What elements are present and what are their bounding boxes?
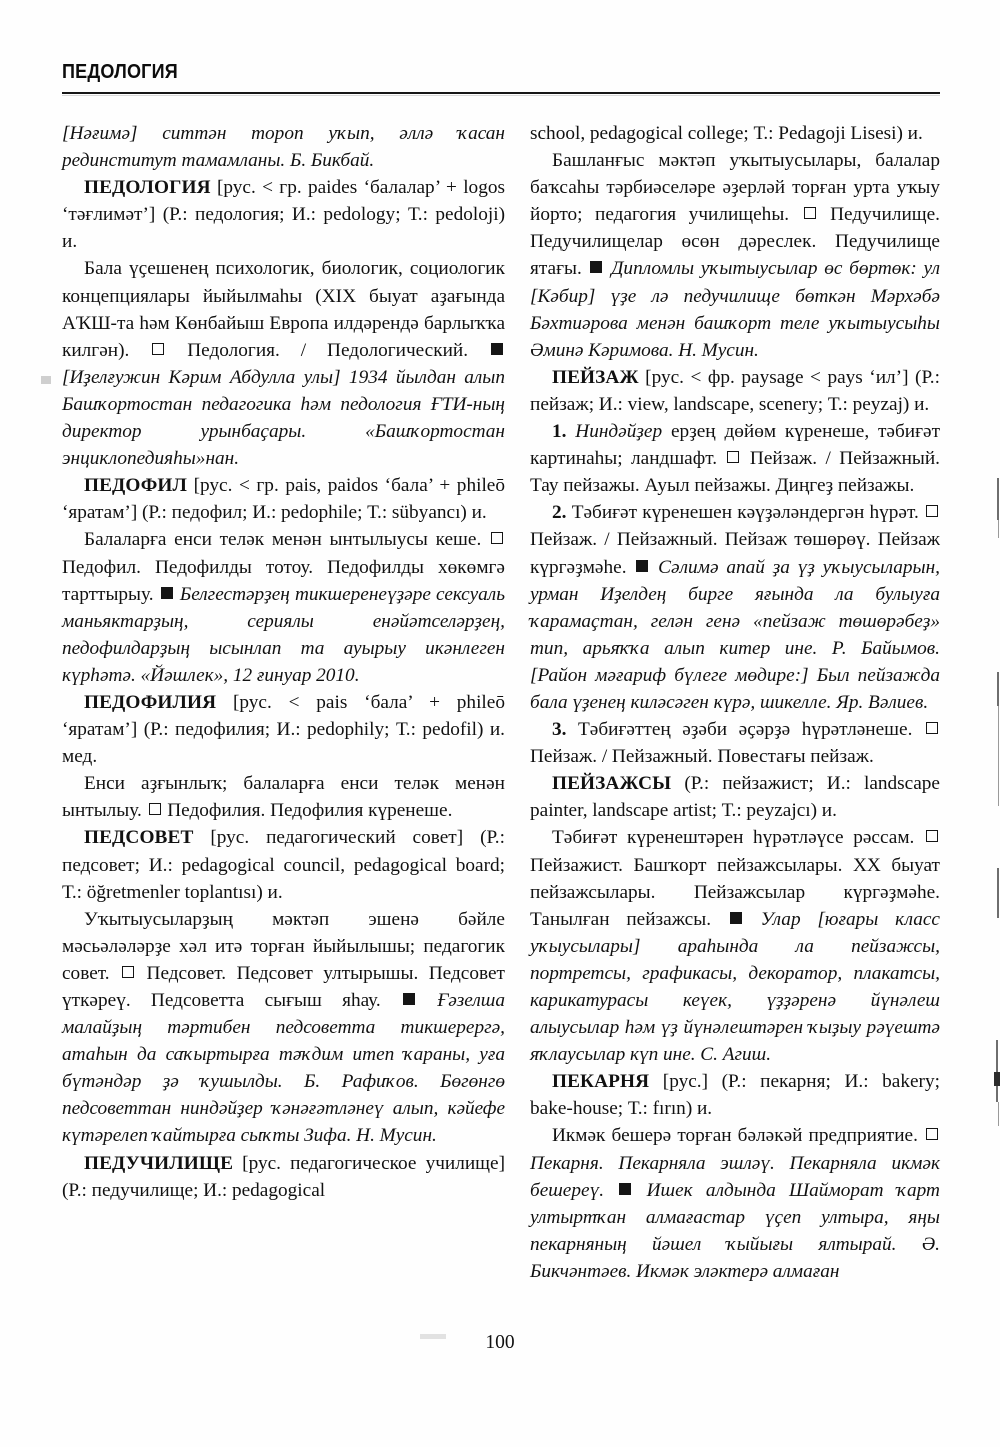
citation-peyzazhsy: Улар [юғары класс уҡыусылары] араһында ла пейзажсы, портретсы, графикасы, декоратор, плакатсы, карикатурасы кеүек, үҙҙәренә йүнәлеш алыусылар һәм үҙ йүнәлештәрен ҡыҙыу рәүештә яҡлаусылар күп ине. С. Агиш.: [530, 908, 940, 1066]
scan-edge-tick: [998, 706, 999, 806]
definition-pedofil: Балаларға енси теләк менән ынтылыусы кеше.: [84, 529, 482, 551]
headword-pedofiliya: ПЕДОФИЛИЯ: [84, 691, 217, 713]
open-square-icon: [149, 803, 161, 815]
entry-pedofiliya-head: [62, 689, 505, 770]
entry-pedologiya-quote: [62, 120, 505, 174]
entry-pedofil-body: [62, 526, 505, 689]
equivalents-pedofil: (Р.: педофил; И.: pedophile; Т.: sübyancı) и.: [142, 502, 487, 524]
sense-number-2: 2.: [552, 502, 567, 524]
entry-pedologiya-body: [62, 255, 505, 472]
open-square-icon: [122, 966, 134, 978]
headword-pedologiya: ПЕДОЛОГИЯ: [84, 177, 211, 199]
citation-pedsovet: Ғәзелша малайҙың тәртибен педсоветта тикшерергә, атаһын да саҡыртырға тәҡдим итеп ҡараны, уға бүтәндәр ҙә ҡушылды. Б. Рафиҡов. Бөгөнгө педсоветтан ниндәйҙер ҡәнәғәтләнеү алып, кәйефе күтәрелеп ҡайтырға сыҡты Зифа. Н. Мусин.: [62, 990, 505, 1147]
entry-peyzazhsy-body: [530, 824, 940, 1068]
definition-peyzazhsy: Тәбиғәт күренештәрен һүрәтләүсе рәссам.: [552, 827, 915, 849]
equivalents-peyzazhsy: (Р.: пейзажист; И.: landscape painter, landscape artist; Т.: peyzajcı) и.: [530, 773, 940, 822]
equivalents-pedologiya: (Р.: педология; И.: pedology; Т.: pedoloji) и.: [62, 204, 505, 253]
scan-edge-tick: [998, 1102, 999, 1126]
sense-2-ru-gloss: Пейзаж. / Пейзажный. Пейзаж төшөрөү. Пейзаж күргәҙмәһе.: [530, 529, 940, 578]
page-header: [62, 62, 940, 96]
text-columns: [62, 120, 940, 1305]
column-right: [530, 120, 940, 1305]
scan-speck: [41, 376, 51, 384]
header-rule-shadow: [62, 95, 940, 96]
column-left: [62, 120, 505, 1305]
etymology-pedsovet: [рус. педагогический совет]: [210, 827, 464, 849]
filled-square-icon: [403, 993, 415, 1005]
ru-gloss-pedofil: Педофил. Педофилды тотоу. Педофилды хөкөмгә тарттырыу.: [62, 556, 505, 605]
ru-gloss-pekarnya: Пекарня. Пекарняла эшләү. Пекарняла икмәк бешереү.: [530, 1152, 940, 1201]
sense-2-citation: Сәлимә апай ҙа үҙ уҡыусыларын, урман Иҙелдең бирге яғында ла булыуға ҡарамаҫтан, гелән генә «пейзаж төшөрәбеҙ» тип, арьяҡҡа алып китер ине. Р. Байымов. [Район мәғариф бүлеге мөдире:] Был пейзажда бала үҙенең киләсәген күрә, шикелле. Яр. Вәлиев.: [530, 556, 940, 713]
headword-peyzazh: ПЕЙЗАЖ: [552, 366, 639, 388]
entry-peyzazh-sense-2: [530, 499, 940, 716]
quote-text: [Нәғимә] ситтән тороп уҡып, әллә ҡасан рединститут тамамланы. Б. Бикбай.: [62, 123, 505, 172]
headword-peduchilische: ПЕДУЧИЛИЩЕ: [84, 1152, 234, 1174]
scan-edge-tick: [997, 868, 999, 918]
open-square-icon: [926, 722, 938, 734]
citation-pedologiya: [Иҙелғужин Кәрим Абдулла улы] 1934 йылдан алып Башҡортостан педагогика һәм педология ҒТИ-ның директор урынбаҫары. «Башҡортостан энциклопедияһы»нан.: [62, 366, 505, 470]
sense-1-definition-italic: Ниндәйҙер: [575, 421, 663, 443]
equivalents-pedofiliya: (Р.: педофилия; И.: pedophily; Т.: pedofil) и. мед.: [62, 719, 505, 768]
open-square-icon: [727, 451, 739, 463]
filled-square-icon: [619, 1183, 631, 1195]
headword-pekarnya: ПЕКАРНЯ: [552, 1071, 650, 1093]
entry-peduchilische-head: [62, 1150, 505, 1204]
entry-pekarnya-body: [530, 1122, 940, 1285]
sense-1-definition: ерҙең дөйөм күренеше, тәбиғәт картинаһы; ландшафт.: [530, 421, 940, 470]
ru-gloss-pedsovet: Педсовет. Педсовет ултырышы. Педсовет үткәреү. Педсоветта сығыш яһау.: [62, 962, 505, 1011]
equivalents-pedsovet: (Р.: педсовет; И.: pedagogical council, pedagogical board; Т.: öğretmenler toplantısı) и.: [62, 827, 505, 903]
scan-speck: [420, 1334, 446, 1339]
entry-peyzazh-sense-1: [530, 418, 940, 499]
entry-peyzazh-sense-3: [530, 716, 940, 770]
equivalents-peyzazh: (Р.: пейзаж; И.: view, landscape, scenery; Т.: peyzaj) и.: [530, 366, 940, 415]
scan-edge-tick: [996, 1040, 998, 1102]
definition-pedofiliya: Енси аҙғынлыҡ; балаларға енси теләк менән ынтылыу.: [62, 773, 505, 822]
page-number: 100: [485, 1332, 515, 1353]
entry-peduchilische-equivalents-cont: [530, 120, 940, 147]
sense-2-definition: Тәбиғәт күренешен кәүҙәләндергән һүрәт.: [571, 502, 919, 524]
equivalents-peduchilische-part1: (Р.: педучилище; И.: pedagogical: [62, 1179, 326, 1201]
entry-pedofil-head: [62, 472, 505, 526]
ru-gloss-peduchilische: Педучилище. Педучилищелар өсөн дәреслек. Педучилище ятағы.: [530, 204, 940, 280]
etymology-pedofiliya: [рус. < pais ‘бала’ + phileō ‘яратам’]: [62, 691, 505, 741]
filled-square-icon: [636, 560, 648, 572]
running-head: ПЕДОЛОГИЯ: [62, 60, 178, 83]
ru-gloss-pedofiliya: Педофилия. Педофилия күренеше.: [167, 800, 453, 822]
citation-pedofil: Белгестәрҙең тикшеренеүҙәре сексуаль маньяктарҙың, сериялы енәйәтселәрҙең, педофилдарҙың ысынлап та ауырыу икәнлеген күрһәтә. «Йәшлек», 12 ғинуар 2010.: [62, 583, 505, 686]
filled-square-icon: [730, 912, 742, 924]
open-square-icon: [926, 830, 938, 842]
citation-peduchilische: Дипломлы уҡытыусылар өс бөртөк: ул [Кәбир] үҙе лә педучилище бөткән Мәрхәбә Бәхтиәрова менән башҡорт теле уҡытыусыһы Әминә Кәримова. Н. Мусин.: [530, 258, 940, 361]
etymology-pedologiya: [рус. < гр. paides ‘балалар’ + logos ‘тәғлимәт’]: [62, 177, 505, 226]
open-square-icon: [926, 1128, 938, 1140]
etymology-pedofil: [рус. < гр. pais, paidos ‘бала’ + phileō ‘яратам’]: [62, 475, 505, 524]
entry-pedsovet-body: [62, 906, 505, 1150]
headword-pedsovet: ПЕДСОВЕТ: [84, 827, 194, 849]
open-square-icon: [491, 532, 503, 544]
ru-gloss-pedologiya: Педология. / Педологический.: [187, 339, 469, 361]
definition-pedologiya: Бала үҫешенең психологик, биологик, социологик концепциялары йыйылмаһы (XIX быуат аҙағында АҠШ-та һәм Көнбайыш Европа илдәрендә барлыҡҡа килгән).: [62, 258, 505, 361]
entry-pedofiliya-body: [62, 770, 505, 824]
sense-number-3: 3.: [552, 719, 567, 741]
filled-square-icon: [161, 587, 173, 599]
entry-pedologiya-head: [62, 174, 505, 255]
open-square-icon: [152, 343, 164, 355]
citation-pekarnya: Ишек алдында Шайморат ҡарт ултыртҡан алмағастар үҫеп ултыра, яңы пекарняның йәшел ҡыйығы ялтырай. Ә. Бикчәнтәев. Икмәк эләктерә алмаған: [530, 1179, 940, 1282]
headword-peyzazhsy: ПЕЙЗАЖСЫ: [552, 773, 672, 795]
sense-3-ru-gloss: Пейзаж. / Пейзажный. Повестағы пейзаж.: [530, 746, 874, 768]
equivalents-peduchilische-part2: school, pedagogical college; Т.: Pedagoji Lisesi) и.: [530, 123, 923, 144]
ru-gloss-peyzazhsy: Пейзажист. Башҡорт пейзажсылары. ХХ быуат пейзажсылары. Пейзажсылар күргәҙмәһе. Танылған пейзажсы.: [530, 854, 940, 930]
scan-edge-tick: [998, 520, 999, 538]
etymology-peyzazh: [рус. < фр. paysage < pays ‘ил’]: [645, 366, 909, 388]
entry-peyzazhsy-head: [530, 770, 940, 824]
etymology-peduchilische: [рус. педагогическое училище]: [242, 1152, 505, 1174]
definition-pedsovet: Уҡытыусыларҙың мәктәп эшенә бәйле мәсьәләләрҙе хәл итә торған йыйылышы; педагогик совет.: [62, 908, 505, 984]
open-square-icon: [926, 505, 938, 517]
definition-peduchilische: Башланғыс мәктәп уҡытыусылары, балалар баҡсаһы тәрбиәселәре әҙерләй торған урта уҡыу йорто; педагогия училищеһы.: [530, 150, 940, 226]
sense-1-ru-gloss: Пейзаж. / Пейзажный. Тау пейзажы. Ауыл пейзажы. Диңгеҙ пейзажы.: [530, 448, 940, 497]
entry-pedsovet-head: [62, 824, 505, 905]
definition-pekarnya: Икмәк бешерә торған бәләкәй предприятие.: [552, 1125, 918, 1147]
entry-peyzazh-head: [530, 364, 940, 418]
filled-square-icon: [491, 343, 503, 355]
sense-number-1: 1.: [552, 421, 567, 443]
filled-square-icon: [590, 261, 602, 273]
scan-edge-tick: [997, 478, 999, 520]
open-square-icon: [804, 207, 816, 219]
scan-edge-tick: [994, 1072, 1000, 1086]
headword-pedofil: ПЕДОФИЛ: [84, 475, 187, 497]
sense-3-definition: Тәбиғәттең әҙәби әҫәрҙә һүрәтләнеше.: [578, 719, 913, 741]
etymology-pekarnya: [рус.]: [662, 1071, 709, 1093]
entry-peduchilische-body: [530, 147, 940, 364]
scan-edge-tick: [997, 672, 999, 706]
entry-pekarnya-head: [530, 1068, 940, 1122]
equivalents-pekarnya: (Р.: пекарня; И.: bakery; bake-house; Т.: fırın) и.: [530, 1071, 940, 1120]
